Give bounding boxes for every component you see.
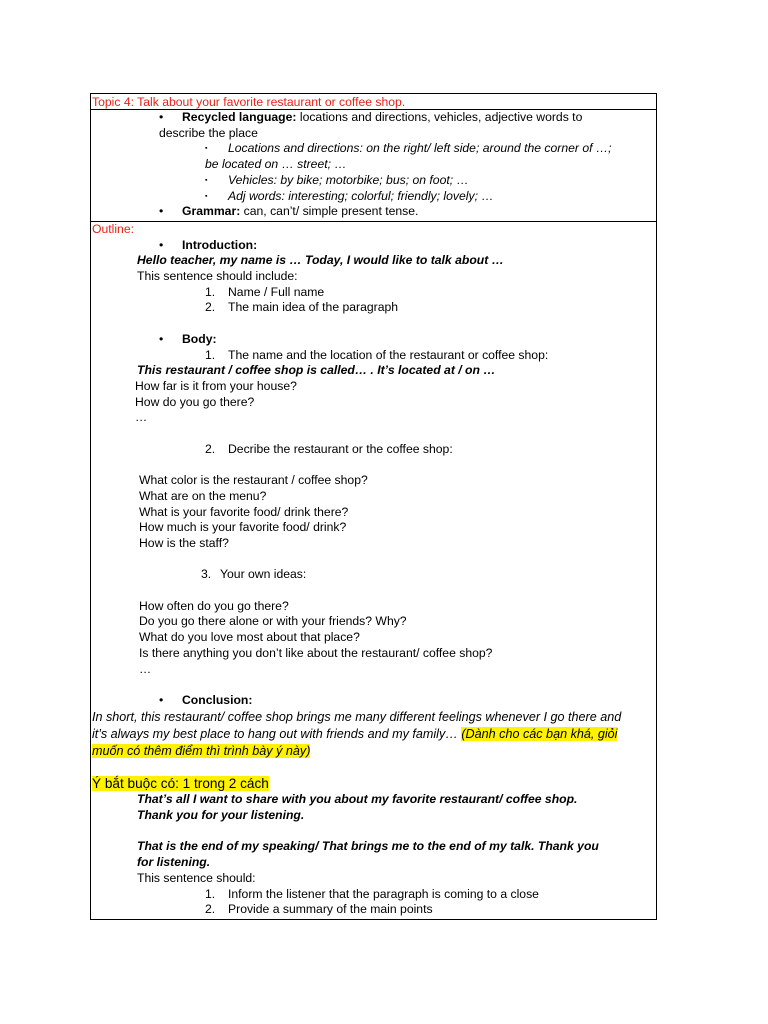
intro-sentence: Hello teacher, my name is … Today, I would like to talk about … xyxy=(137,253,504,268)
question: What are on the menu? xyxy=(139,488,267,503)
question: How far is it from your house? xyxy=(135,378,297,393)
question: … xyxy=(139,661,152,676)
sub-locations-cont: be located on … street; … xyxy=(205,157,347,172)
conclusion-text: it’s always my best place to hang out with friends and my family… xyxy=(92,726,462,741)
outline-label: Outline: xyxy=(92,221,135,236)
item-number: 3. xyxy=(201,567,212,582)
intro-item-1 xyxy=(91,285,656,301)
outline-row xyxy=(90,221,657,920)
sub-vehicles-text: Vehicles: by bike; motorbike; bus; on foot; … xyxy=(228,172,469,187)
conclusion-heading xyxy=(91,693,656,709)
topic-row xyxy=(90,93,657,109)
question: What do you love most about that place? xyxy=(139,630,360,645)
must-line xyxy=(91,775,656,792)
grammar-text: can, can’t/ simple present tense. xyxy=(240,204,419,219)
conclusion-line-2 xyxy=(91,726,656,743)
grammar-label: Grammar: xyxy=(182,204,241,219)
item-text: Decribe the restaurant or the coffee shop: xyxy=(228,441,453,456)
option-1-a: That’s all I want to share with you about my favorite restaurant/ coffee shop. xyxy=(137,792,578,807)
option-2-b: for listening. xyxy=(137,855,211,870)
bullet-icon: • xyxy=(159,204,164,219)
item-number: 2. xyxy=(205,902,216,917)
sub-adjectives-text: Adj words: interesting; colorful; friendly; lovely; … xyxy=(228,188,494,203)
body-point-3 xyxy=(91,567,656,583)
square-bullet-icon: ▪ xyxy=(205,176,208,184)
recycled-text: locations and directions, vehicles, adjective words to xyxy=(296,110,583,124)
conclusion-label: Conclusion: xyxy=(182,692,253,707)
intro-include: This sentence should include: xyxy=(137,269,298,284)
recycled-line xyxy=(91,110,656,126)
sub-locations-text: Locations and directions: on the right/ left side; around the corner of …; xyxy=(228,141,612,156)
question: How do you go there? xyxy=(135,394,255,409)
item-number: 1. xyxy=(205,284,216,299)
question: Do you go there alone or with your friends? Why? xyxy=(139,614,407,629)
square-bullet-icon: ▪ xyxy=(205,145,208,153)
question: … xyxy=(135,410,148,425)
question: What color is the restaurant / coffee shop? xyxy=(139,473,368,488)
question: How much is your favorite food/ drink? xyxy=(139,520,347,535)
bullet-icon: • xyxy=(159,692,164,707)
bullet-icon: • xyxy=(159,110,164,124)
question: How is the staff? xyxy=(139,535,229,550)
topic-title: Topic 4: Talk about your favorite restaurant or coffee shop. xyxy=(92,95,406,109)
sub-adjectives xyxy=(91,189,656,205)
item-number: 2. xyxy=(205,300,216,315)
body-point-1-sentence: This restaurant / coffee shop is called… . It’s located at / on … xyxy=(137,363,496,378)
language-row xyxy=(90,109,657,221)
item-number: 2. xyxy=(205,441,216,456)
recycled-label: Recycled language: xyxy=(182,110,297,124)
body-label: Body: xyxy=(182,331,217,346)
square-bullet-icon: ▪ xyxy=(205,192,208,200)
bullet-icon: • xyxy=(159,237,164,252)
conclusion-item-2 xyxy=(91,902,656,918)
conclusion-item-1 xyxy=(91,887,656,903)
highlight-note-cont: muốn có thêm điểm thì trình bày ý này) xyxy=(92,743,311,758)
sub-locations xyxy=(91,141,656,157)
grammar-line xyxy=(91,204,656,220)
option-1-b: Thank you for your listening. xyxy=(137,808,305,823)
question: What is your favorite food/ drink there? xyxy=(139,504,349,519)
conclusion-line-1: In short, this restaurant/ coffee shop brings me many different feelings whenever I go there and xyxy=(92,709,622,724)
document-page xyxy=(90,93,657,920)
recycled-line-2: describe the place xyxy=(159,125,258,140)
item-text: The name and the location of the restaurant or coffee shop: xyxy=(228,347,549,362)
item-number: 1. xyxy=(205,886,216,901)
intro-label: Introduction: xyxy=(182,237,258,252)
item-text: Name / Full name xyxy=(228,284,325,299)
item-text: The main idea of the paragraph xyxy=(228,300,399,315)
bullet-icon: • xyxy=(159,331,164,346)
body-heading xyxy=(91,332,656,348)
conclusion-should: This sentence should: xyxy=(137,870,256,885)
must-note: Ý bắt buộc có: 1 trong 2 cách xyxy=(92,776,269,792)
conclusion-line-3 xyxy=(91,743,656,760)
question: How often do you go there? xyxy=(139,598,289,613)
item-text: Inform the listener that the paragraph is coming to a close xyxy=(228,886,539,901)
body-point-2 xyxy=(91,442,656,458)
body-point-1 xyxy=(91,348,656,364)
item-number: 1. xyxy=(205,347,216,362)
sub-vehicles xyxy=(91,173,656,189)
item-text: Your own ideas: xyxy=(220,567,307,582)
question: Is there anything you don’t like about the restaurant/ coffee shop? xyxy=(139,645,493,660)
highlight-note: (Dành cho các bạn khá, giỏi xyxy=(461,726,618,741)
item-text: Provide a summary of the main points xyxy=(228,902,433,917)
intro-item-2 xyxy=(91,300,656,316)
option-2-a: That is the end of my speaking/ That brings me to the end of my talk. Thank you xyxy=(137,839,599,854)
intro-heading xyxy=(91,238,656,254)
